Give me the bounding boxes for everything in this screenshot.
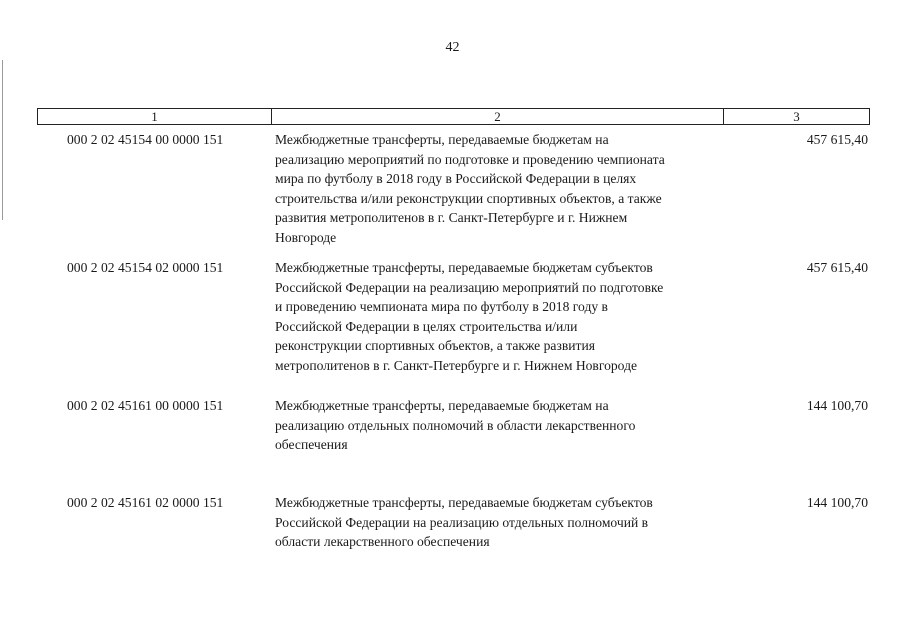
description-line: строительства и/или реконструкции спортивных объектов, а также — [275, 190, 662, 206]
description-line: Новгороде — [275, 229, 337, 245]
description-line: Российской Федерации на реализацию отдельных полномочий в — [275, 514, 649, 530]
budget-amount: 144 100,70 — [806, 495, 868, 510]
budget-description — [275, 130, 720, 247]
budget-code: 000 2 02 45161 02 0000 151 — [67, 495, 224, 510]
budget-description — [275, 493, 720, 552]
scan-edge-line — [2, 60, 3, 220]
page-number: 42 — [445, 40, 460, 55]
budget-code: 000 2 02 45154 00 0000 151 — [67, 132, 224, 147]
description-line: развития метрополитенов в г. Санкт-Петербурге и г. Нижнем — [275, 210, 628, 225]
budget-amount: 144 100,70 — [806, 398, 868, 413]
description-line: Межбюджетные трансферты, передаваемые бюджетам на — [275, 398, 609, 413]
description-line: метрополитенов в г. Санкт-Петербурге и г. Нижнем Новгороде — [275, 357, 638, 373]
description-line: реконструкции спортивных объектов, а также развития — [275, 338, 595, 353]
description-line: обеспечения — [275, 437, 348, 452]
table-header — [37, 108, 870, 125]
description-line: Межбюджетные трансферты, передаваемые бюджетам субъектов — [275, 495, 653, 510]
description-line: области лекарственного обеспечения — [275, 534, 490, 549]
description-line: Межбюджетные трансферты, передаваемые бюджетам на — [275, 132, 609, 147]
description-line: реализацию мероприятий по подготовке и проведению чемпионата — [275, 151, 665, 167]
header-col-3: 3 — [793, 109, 800, 124]
budget-amount: 457 615,40 — [806, 132, 868, 147]
description-line: Российской Федерации на реализацию мероприятий по подготовке — [275, 279, 664, 295]
budget-description — [275, 258, 720, 375]
description-line: Российской Федерации в целях строительства и/или — [275, 318, 578, 334]
description-line: мира по футболу в 2018 году в Российской Федерации в целях — [275, 171, 637, 186]
header-col-2: 2 — [272, 109, 724, 124]
header-col-1: 1 — [38, 109, 272, 124]
description-line: и проведению чемпионата мира по футболу в 2018 году в — [275, 299, 608, 314]
description-line: реализацию отдельных полномочий в области лекарственного — [275, 417, 636, 433]
budget-code: 000 2 02 45161 00 0000 151 — [67, 398, 224, 413]
budget-code: 000 2 02 45154 02 0000 151 — [67, 260, 224, 275]
budget-amount: 457 615,40 — [806, 260, 868, 275]
budget-description — [275, 396, 720, 455]
description-line: Межбюджетные трансферты, передаваемые бюджетам субъектов — [275, 260, 653, 275]
